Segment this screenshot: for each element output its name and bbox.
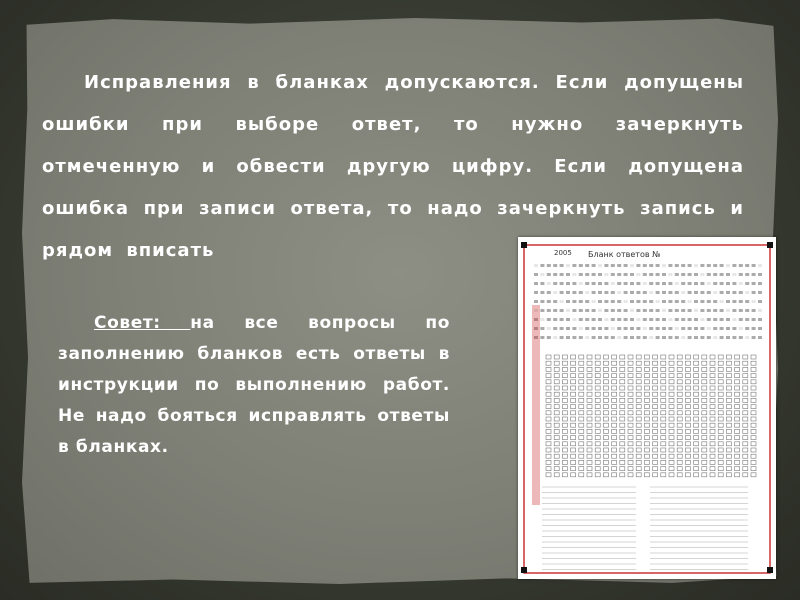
tip-paragraph xyxy=(58,308,450,463)
tip-text: на все вопросы по заполнению бланков есть ответы в инструкции по выполнению работ. Не надо бояться исправлять ответы в бланках. xyxy=(58,313,450,457)
answer-sheet-drawing xyxy=(518,237,776,579)
tip-label: Совет: xyxy=(94,313,191,333)
form-year: 2005 xyxy=(554,249,572,257)
instructions-paragraph: Исправления в бланках допускаются. Если допущены ошибки при выборе ответ, то нужно зачеркнуть отмеченную и обвести другую цифру. Если допущена ошибка при записи ответа, то надо зачеркнуть запись и рядом вписать xyxy=(42,72,744,261)
form-title: Бланк ответов № xyxy=(588,250,661,259)
answer-sheet-image xyxy=(518,237,776,579)
